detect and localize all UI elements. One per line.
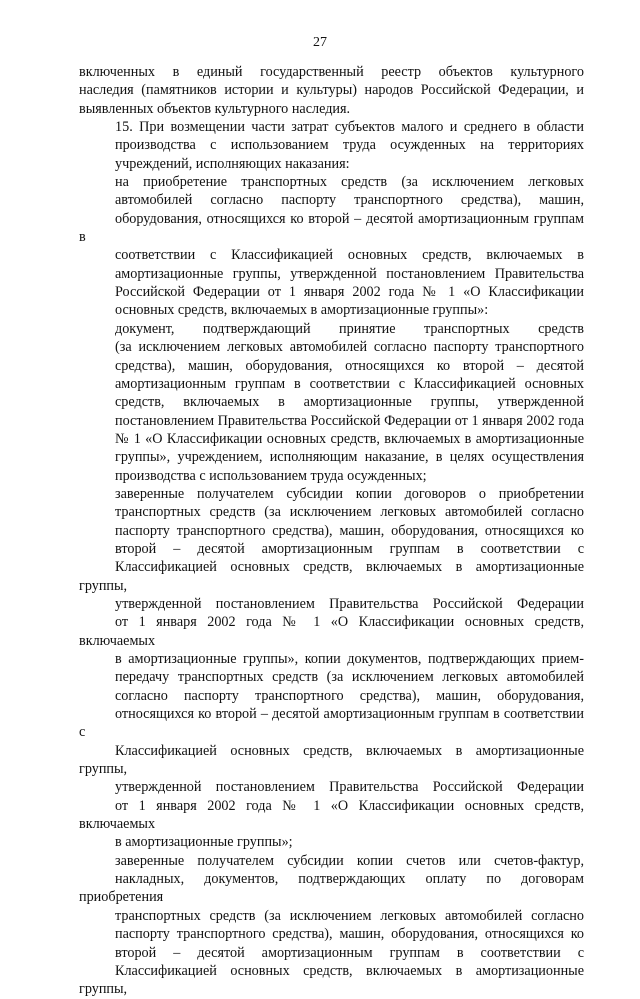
text-line: производства с использованием труда осужденных на территориях xyxy=(115,137,584,154)
text-line: выявленных объектов культурного наследия. xyxy=(79,100,351,117)
text-line: второй – десятой амортизационным группам в соответствии с xyxy=(115,540,584,557)
text-line: включенных в единый государственный реестр объектов культурного xyxy=(79,64,584,80)
paragraph xyxy=(79,852,584,999)
text-line: Российской Федерации от 1 января 2002 года № 1 «О Классификации xyxy=(115,284,584,301)
document-body xyxy=(79,63,584,999)
text-line: заверенные получателем субсидии копии счетов или счетов-фактур, xyxy=(115,852,584,869)
text-line: на приобретение транспортных средств (за исключением легковых xyxy=(115,174,584,191)
text-line: амортизационным группам в соответствии с Классификацией основных xyxy=(115,375,584,392)
text-line: учреждений, исполняющих наказания: xyxy=(115,155,350,172)
text-line: 15. При возмещении части затрат субъектов малого и среднего в области xyxy=(115,119,584,136)
text-line: Классификацией основных средств, включаемых в амортизационные группы, xyxy=(79,742,584,778)
text-line: наследия (памятников истории и культуры) народов Российской Федерации, и xyxy=(79,82,584,99)
text-line: от 1 января 2002 года № 1 «О Классификации основных средств, включаемых xyxy=(79,614,584,649)
text-line: согласно паспорту транспортного средства), машин, оборудования, xyxy=(115,687,584,704)
text-line: относящихся ко второй – десятой амортизационным группам в соответствии с xyxy=(79,706,584,741)
paragraph xyxy=(79,63,584,118)
page-number: 27 xyxy=(313,35,327,50)
text-line: документ, подтверждающий принятие транспортных средств xyxy=(115,320,584,337)
text-line: паспорту транспортного средства), машин, оборудования, относящихся ко xyxy=(115,522,584,539)
text-line: утвержденной постановлением Правительства Российской Федерации xyxy=(115,595,584,612)
text-line: средств, включаемых в амортизационные группы, утвержденной xyxy=(115,394,584,411)
text-line: заверенные получателем субсидии копии договоров о приобретении xyxy=(115,485,584,502)
text-line: Классификацией основных средств, включаемых в амортизационные группы, xyxy=(79,559,584,594)
paragraph xyxy=(79,118,584,173)
text-line: № 1 «О Классификации основных средств, включаемых в амортизационные xyxy=(115,430,584,447)
text-line: Классификацией основных средств, включаемых в амортизационные группы, xyxy=(79,962,584,998)
text-line: автомобилей согласно паспорту транспортного средства), машин, xyxy=(115,192,584,209)
text-line: от 1 января 2002 года № 1 «О Классификации основных средств, включаемых xyxy=(79,797,584,833)
text-line: средства), машин, оборудования, относящихся ко второй – десятой xyxy=(115,357,584,374)
text-line: производства с использованием труда осужденных; xyxy=(115,467,427,484)
text-line: группы», учреждением, исполняющим наказание, в целях осуществления xyxy=(115,449,584,466)
paragraph xyxy=(79,320,584,485)
text-line: амортизационные группы, утвержденной постановлением Правительства xyxy=(115,265,584,282)
text-line: передачу транспортных средств (за исключением легковых автомобилей xyxy=(115,669,584,686)
paragraph xyxy=(79,173,584,320)
text-line: основных средств, включаемых в амортизационные группы»: xyxy=(115,302,489,319)
text-line: второй – десятой амортизационным группам в соответствии с xyxy=(115,944,584,961)
text-line: в амортизационные группы», копии документов, подтверждающих прием- xyxy=(115,651,584,667)
text-line: паспорту транспортного средства), машин, оборудования, относящихся ко xyxy=(115,926,584,943)
text-line: транспортных средств (за исключением легковых автомобилей согласно xyxy=(115,907,584,924)
text-line: соответствии с Классификацией основных средств, включаемых в xyxy=(115,247,584,264)
text-line: накладных, документов, подтверждающих оплату по договорам приобретения xyxy=(79,871,584,906)
text-line: оборудования, относящихся ко второй – десятой амортизационным группам в xyxy=(79,210,584,246)
text-line: транспортных средств (за исключением легковых автомобилей согласно xyxy=(115,504,584,521)
paragraph xyxy=(79,485,584,852)
text-line: (за исключением легковых автомобилей согласно паспорту транспортного xyxy=(115,339,584,356)
text-line: в амортизационные группы»; xyxy=(115,834,293,851)
text-line: утвержденной постановлением Правительства Российской Федерации xyxy=(115,779,584,796)
text-line: постановлением Правительства Российской Федерации от 1 января 2002 года xyxy=(115,412,584,429)
